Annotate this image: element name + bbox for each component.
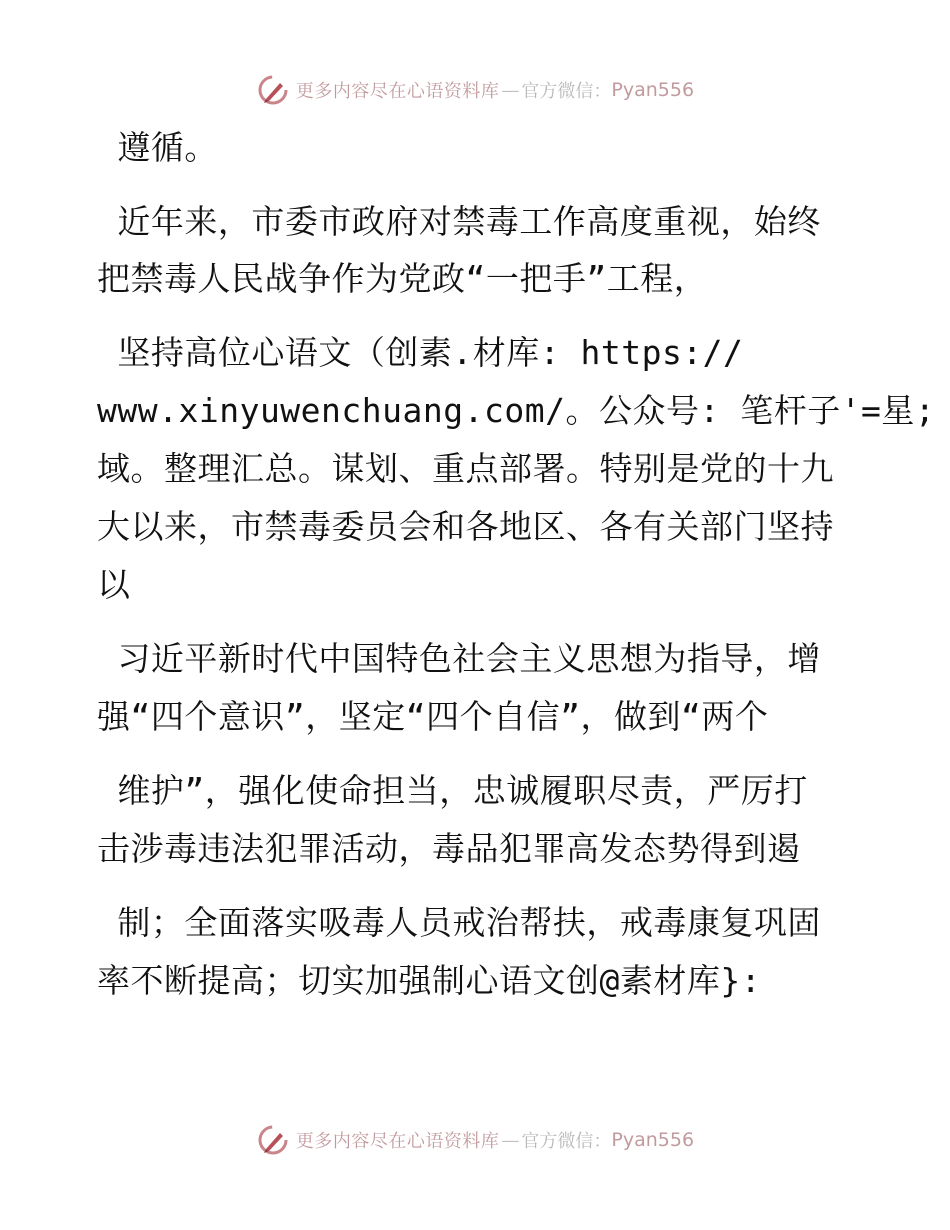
body-line: 域。整理汇总。谋划、重点部署。特别是党的十九 [97,449,834,488]
watermark-dash: — [501,1129,520,1151]
body-line: 坚持高位心语文（创素.材库: https:// [97,333,744,372]
watermark-wechat-id: Pyan556 [611,79,695,101]
watermark-text: 更多内容尽在心语资料库 [295,1131,500,1152]
body-line: 习近平新时代中国特色社会主义思想为指导，增 [97,639,821,678]
footer-watermark [0,1120,950,1160]
body-line: 率不断提高；切实加强制心语文创@素材库}: [97,961,762,1000]
watermark-wechat-label: 官方微信： [521,81,612,102]
body-line: 把禁毒人民战争作为党政“一把手”工程， [97,259,708,298]
pen-swirl-logo-icon [256,1123,290,1157]
watermark-wechat-id: Pyan556 [611,1129,695,1151]
body-line: 近年来，市委市政府对禁毒工作高度重视，始终 [97,202,821,241]
body-line: 强“四个意识”，坚定“四个自信”，做到“两个 [97,697,769,736]
watermark-text: 更多内容尽在心语资料库 [295,81,500,102]
body-line: 遵循。 [97,128,218,167]
body-line: 以 [97,565,131,604]
body-line: 大以来，市禁毒委员会和各地区、各有关部门坚持 [97,507,834,546]
watermark-dash: — [501,79,520,101]
body-line: 制；全面落实吸毒人员戒治帮扶，戒毒康复巩固 [97,903,821,942]
watermark-wechat-label: 官方微信： [521,1131,612,1152]
body-line: 击涉毒违法犯罪活动，毒品犯罪高发态势得到遏 [97,829,801,868]
body-line: 维护”，强化使命担当，忠诚履职尽责，严厉打 [97,771,808,810]
body-line: www.xinyuwenchuang.com/。公众号: 笔杆子'=星; [97,391,936,430]
